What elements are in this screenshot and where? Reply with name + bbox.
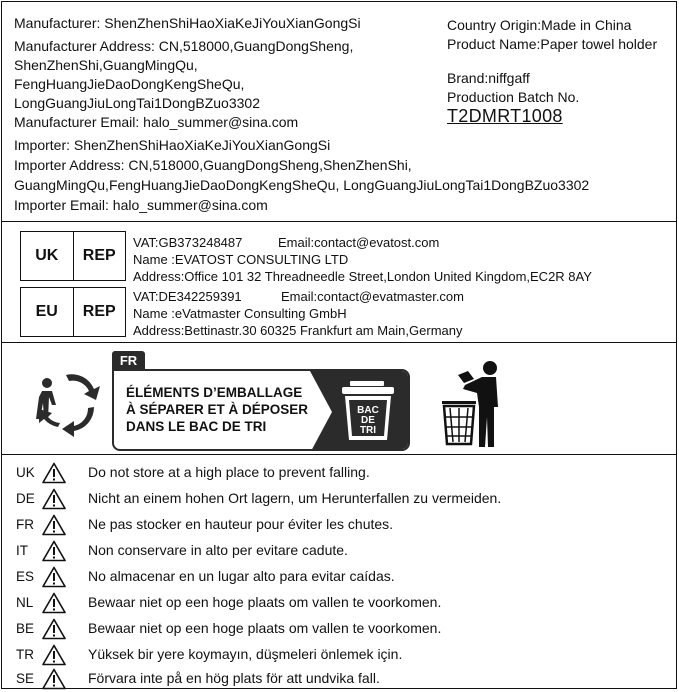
warning-triangle-icon [42, 618, 66, 640]
warning-text: Yüksek bir yere koymayın, düşmeleri önlemek için. [88, 646, 403, 662]
recycling-section [2, 343, 676, 455]
manufacturer-address-line: ShenZhenShi,GuangMingQu, [14, 57, 198, 73]
warnings-section [2, 455, 676, 690]
eu-rep-name: Name :eVatmaster Consulting GmbH [133, 306, 347, 321]
triman-icon [24, 361, 106, 443]
manufacturer-email: Manufacturer Email: halo_summer@sina.com [14, 114, 299, 130]
brand: Brand:niffgaff [447, 70, 530, 86]
warning-text: No almacenar en un lugar alto para evitar caídas. [88, 568, 395, 584]
product-name: Product Name:Paper towel holder [447, 36, 658, 52]
warning-country-code: UK [16, 465, 35, 480]
warning-country-code: DE [16, 491, 35, 506]
warning-country-code: NL [16, 595, 34, 610]
warning-triangle-icon [42, 592, 66, 614]
uk-email: Email:contact@evatost.com [278, 235, 440, 250]
warning-country-code: TR [16, 647, 34, 662]
warning-triangle-icon [42, 488, 66, 510]
warning-row [2, 564, 676, 590]
warning-row [2, 616, 676, 642]
warning-country-code: IT [16, 543, 28, 558]
warning-row [2, 538, 676, 564]
uk-vat: VAT:GB373248487 [133, 235, 243, 250]
warning-row [2, 590, 676, 616]
warning-country-code: SE [16, 671, 35, 686]
warning-text: Do not store at a high place to prevent falling. [88, 464, 370, 480]
batch-number: T2DMRT1008 [447, 106, 563, 126]
warning-text: Bewaar niet op een hoge plaats om vallen te voorkomen. [88, 594, 442, 610]
product-label [1, 1, 677, 689]
warning-text: Bewaar niet op een hoge plaats om vallen te voorkomen. [88, 620, 442, 636]
eu-rep-badge [20, 287, 126, 337]
manufacturer-name: Manufacturer: ShenZhenShiHaoXiaKeJiYouXianGongSi [14, 15, 361, 31]
uk-label: UK [35, 247, 59, 264]
warning-text: Nicht an einem hohen Ort lagern, um Herunterfallen zu vermeiden. [88, 490, 502, 506]
warning-country-code: ES [16, 569, 35, 584]
warning-row [2, 642, 676, 668]
warning-text: Ne pas stocker en hauteur pour éviter les chutes. [88, 516, 394, 532]
warning-country-code: BE [16, 621, 35, 636]
uk-rep-address: Address:Office 101 32 Threadneedle Street,London United Kingdom,EC2R 8AY [133, 269, 592, 284]
authorised-rep-section [2, 222, 676, 343]
warning-triangle-icon [42, 462, 66, 484]
country-origin: Country Origin:Made in China [447, 17, 632, 33]
warning-text: Non conservare in alto per evitare cadute. [88, 542, 348, 558]
warning-triangle-icon [42, 644, 66, 666]
dispose-in-bin-icon [438, 357, 512, 453]
importer-email: Importer Email: halo_summer@sina.com [14, 197, 268, 213]
uk-rep-name: Name :EVATOST CONSULTING LTD [133, 252, 349, 267]
warning-row [2, 460, 676, 486]
warning-triangle-icon [42, 668, 66, 690]
warning-row [2, 512, 676, 538]
warning-row [2, 666, 676, 692]
warning-row [2, 486, 676, 512]
warning-country-code: FR [16, 517, 34, 532]
eu-email: Email:contact@evatmaster.com [281, 289, 464, 304]
importer-name: Importer: ShenZhenShiHaoXiaKeJiYouXianGongSi [14, 137, 331, 153]
banner-line: ÉLÉMENTS D’EMBALLAGE [126, 385, 303, 400]
manufacturer-address-line: LongGuangJiuLongTai1DongBZuo3302 [14, 95, 260, 111]
warning-triangle-icon [42, 540, 66, 562]
manufacturer-section [2, 2, 676, 222]
manufacturer-address-line: Manufacturer Address: CN,518000,GuangDongSheng, [14, 38, 354, 54]
bin-label: TRI [359, 425, 377, 436]
uk-rep-badge [20, 231, 126, 281]
banner-line: DANS LE BAC DE TRI [126, 419, 267, 434]
warning-triangle-icon [42, 566, 66, 588]
fr-tab: FR [112, 351, 145, 369]
rep-label: REP [73, 232, 126, 280]
banner-text [126, 384, 308, 435]
batch-label: Production Batch No. [447, 89, 580, 105]
manufacturer-address-line: FengHuangJieDaoDongKengSheQu, [14, 76, 245, 92]
warning-triangle-icon [42, 514, 66, 536]
eu-rep-address: Address:Bettinastr.30 60325 Frankfurt am Main,Germany [133, 323, 463, 338]
eu-vat: VAT:DE342259391 [133, 289, 242, 304]
bin-label: DE [361, 415, 375, 426]
importer-address-line: GuangMingQu,FengHuangJieDaoDongKengSheQu, LongGuangJiuLongTai1DongBZuo3302 [14, 177, 590, 193]
sorting-bin-icon [336, 379, 400, 445]
info-tri-banner [112, 369, 410, 451]
eu-label: EU [35, 303, 58, 320]
rep-label: REP [73, 288, 126, 336]
importer-address-line: Importer Address: CN,518000,GuangDongSheng,ShenZhenShi, [14, 157, 412, 173]
banner-line: À SÉPARER ET À DÉPOSER [126, 402, 309, 417]
bin-label: BAC [357, 405, 379, 416]
warning-text: Förvara inte på en hög plats för att undvika fall. [88, 670, 380, 686]
